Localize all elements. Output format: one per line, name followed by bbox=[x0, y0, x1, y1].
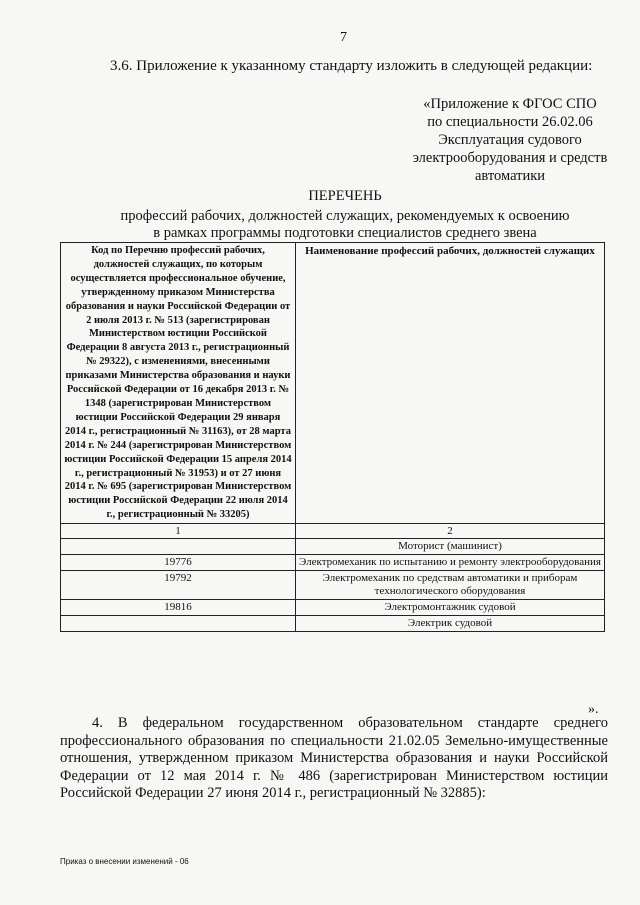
closing-quote: ». bbox=[588, 702, 599, 717]
table-row bbox=[61, 600, 605, 616]
list-subtitle bbox=[95, 208, 595, 242]
table-row bbox=[61, 539, 605, 555]
paragraph-4 bbox=[60, 715, 608, 803]
appendix-line: Эксплуатация судового bbox=[438, 132, 582, 148]
list-title: ПЕРЕЧЕНЬ bbox=[308, 188, 382, 204]
appendix-line: по специальности 26.02.06 bbox=[427, 114, 593, 130]
profession-code: 19792 bbox=[61, 571, 296, 600]
table-row bbox=[61, 571, 605, 600]
column-number: 2 bbox=[296, 524, 605, 539]
appendix-line: «Приложение к ФГОС СПО bbox=[423, 96, 597, 112]
table-row bbox=[61, 616, 605, 632]
footer-note: Приказ о внесении изменений - 06 bbox=[60, 857, 189, 866]
profession-name: Моторист (машинист) bbox=[296, 539, 605, 555]
profession-name: Электромеханик по испытанию и ремонту электрооборудования bbox=[296, 555, 605, 571]
profession-name: Электромонтажник судовой bbox=[296, 600, 605, 616]
table-header-row bbox=[61, 243, 605, 524]
name-column-header: Наименование профессий рабочих, должностей служащих bbox=[296, 243, 605, 524]
list-subtitle-line: в рамках программы подготовки специалистов среднего звена bbox=[153, 225, 537, 241]
section-intro: 3.6. Приложение к указанному стандарту изложить в следующей редакции: bbox=[110, 58, 593, 74]
appendix-line: электрооборудования и средств bbox=[412, 150, 608, 166]
list-subtitle-line: профессий рабочих, должностей служащих, рекомендуемых к освоению bbox=[120, 208, 570, 224]
table-number-row bbox=[61, 524, 605, 539]
page-number: 7 bbox=[340, 30, 347, 45]
code-column-header: Код по Перечню профессий рабочих, должностей служащих, по которым осуществляется профессиональное обучение, утвержденному приказом Министерства образования и науки Российской Федерации от 2 июля 2013 г. № 513 (зарегистрирован Министерством юстиции Российской Федерации 8 августа 2013 г., регистрационный № 29322), с изменениями, внесенными приказами Министерства образования и науки Российской Федерации от 16 декабря 2013 г. № 1348 (зарегистрирован Министерством юстиции Российской Федерации 29 января 2014 г., регистрационный № 31163), от 28 марта 2014 г. № 244 (зарегистрирован Министерством юстиции Российской Федерации 15 апреля 2014 г., регистрационный № 31953) и от 27 июня 2014 г. № 695 (зарегистрирован Министерством юстиции Российской Федерации 22 июля 2014 г., регистрационный № 33205) bbox=[61, 243, 296, 524]
profession-name: Электромеханик по средствам автоматики и приборам технологического оборудования bbox=[296, 571, 605, 600]
profession-code: 19816 bbox=[61, 600, 296, 616]
profession-code bbox=[61, 539, 296, 555]
appendix-line: автоматики bbox=[474, 168, 546, 184]
profession-code: 19776 bbox=[61, 555, 296, 571]
paragraph-4-text: 4. В федеральном государственном образовательном стандарте среднего профессионального образования по специальности 21.02.05 Земельно-имущественные отношения, утвержденном приказом Министерства образования и науки Российской Федерации от 12 мая 2014 г. № 486 (зарегистрирован Министерством юстиции Российской Федерации 27 июня 2014 г., регистрационный № 32885): bbox=[60, 715, 608, 802]
profession-code bbox=[61, 616, 296, 632]
table-row bbox=[61, 555, 605, 571]
appendix-header bbox=[395, 95, 625, 185]
professions-table bbox=[60, 242, 605, 632]
profession-name: Электрик судовой bbox=[296, 616, 605, 632]
column-number: 1 bbox=[61, 524, 296, 539]
